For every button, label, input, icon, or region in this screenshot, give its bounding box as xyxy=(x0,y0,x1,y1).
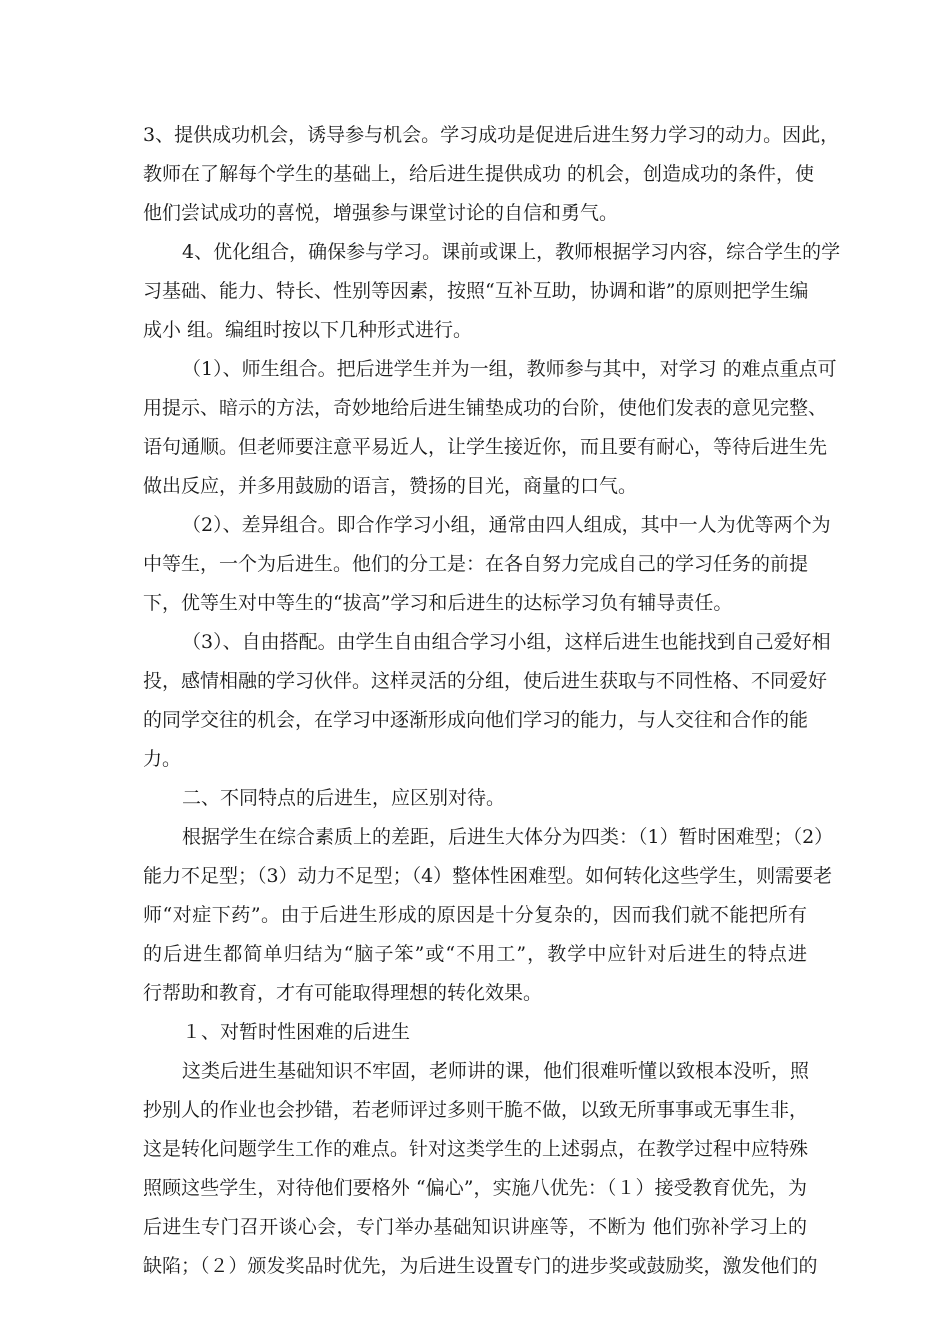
text-line: 做出反应，并多用鼓励的语言，赞扬的目光，商量的口气。 xyxy=(143,475,638,497)
text-line: 行帮助和教育，才有可能取得理想的转化效果。 xyxy=(143,982,543,1004)
text-line: 4、优化组合，确保参与学习。课前或课上，教师根据学习内容，综合学生的学 xyxy=(182,241,841,263)
text-line: （2）、差异组合。即合作学习小组，通常由四人组成，其中一人为优等两个为 xyxy=(182,514,831,536)
text-line: 习基础、能力、特长、性别等因素，按照“互补互助，协调和谐”的原则把学生编 xyxy=(143,280,809,302)
text-line: 缺陷；（２）颁发奖品时优先，为后进生设置专门的进步奖或鼓励奖，激发他们的 xyxy=(143,1255,818,1277)
text-line: 力。 xyxy=(143,748,182,770)
text-line: 根据学生在综合素质上的差距，后进生大体分为四类：（1）暂时困难型；（2） xyxy=(182,826,834,848)
text-line: 他们尝试成功的喜悦，增强参与课堂讨论的自信和勇气。 xyxy=(143,202,619,224)
text-line: 师“对症下药”。由于后进生形成的原因是十分复杂的，因而我们就不能把所有 xyxy=(143,904,807,926)
text-line: 这类后进生基础知识不牢固，老师讲的课，他们很难听懂以致根本没听，照 xyxy=(182,1060,810,1082)
text-line: 照顾这些学生，对待他们要格外 “偏心”，实施八优先：（１）接受教育优先，为 xyxy=(143,1177,807,1199)
text-line: 这是转化问题学生工作的难点。针对这类学生的上述弱点，在教学过程中应特殊 xyxy=(143,1138,809,1160)
text-line: 用提示、暗示的方法，奇妙地给后进生铺垫成功的台阶，使他们发表的意见完整、 xyxy=(143,397,828,419)
text-line: 能力不足型；（3）动力不足型；（4）整体性困难型。如何转化这些学生，则需要老 xyxy=(143,865,833,887)
text-line: 语句通顺。但老师要注意平易近人，让学生接近你，而且要有耐心，等待后进生先 xyxy=(143,436,828,458)
text-line: 抄别人的作业也会抄错，若老师评过多则干脆不做，以致无所事事或无事生非， xyxy=(143,1099,809,1121)
text-line: 中等生，一个为后进生。他们的分工是：在各自努力完成自己的学习任务的前提 xyxy=(143,553,809,575)
text-line: （1）、师生组合。把后进学生并为一组，教师参与其中，对学习 的难点重点可 xyxy=(182,358,837,380)
text-line: 下，优等生对中等生的“拔高”学习和后进生的达标学习负有辅导责任。 xyxy=(143,592,733,614)
text-line: 成小 组。编组时按以下几种形式进行。 xyxy=(143,319,473,341)
text-line: 的同学交往的机会，在学习中逐渐形成向他们学习的能力，与人交往和合作的能 xyxy=(143,709,809,731)
section-heading: 二、不同特点的后进生，应区别对待。 xyxy=(182,787,506,809)
text-line: 的后进生都简单归结为“脑子笨”或“不用工”，教学中应针对后进生的特点进 xyxy=(143,943,807,965)
text-line: 投，感情相融的学习伙伴。这样灵活的分组，使后进生获取与不同性格、不同爱好 xyxy=(143,670,828,692)
text-line: 3、提供成功机会，诱导参与机会。学习成功是促进后进生努力学习的动力。因此， xyxy=(143,124,840,146)
text-line: 后进生专门召开谈心会，专门举办基础知识讲座等，不断为 他们弥补学习上的 xyxy=(143,1216,807,1238)
text-line: 教师在了解每个学生的基础上，给后进生提供成功 的机会，创造成功的条件，使 xyxy=(143,163,815,185)
subsection-heading: １、对暂时性困难的后进生 xyxy=(182,1021,411,1043)
text-line: （3）、自由搭配。由学生自由组合学习小组，这样后进生也能找到自己爱好相 xyxy=(182,631,831,653)
